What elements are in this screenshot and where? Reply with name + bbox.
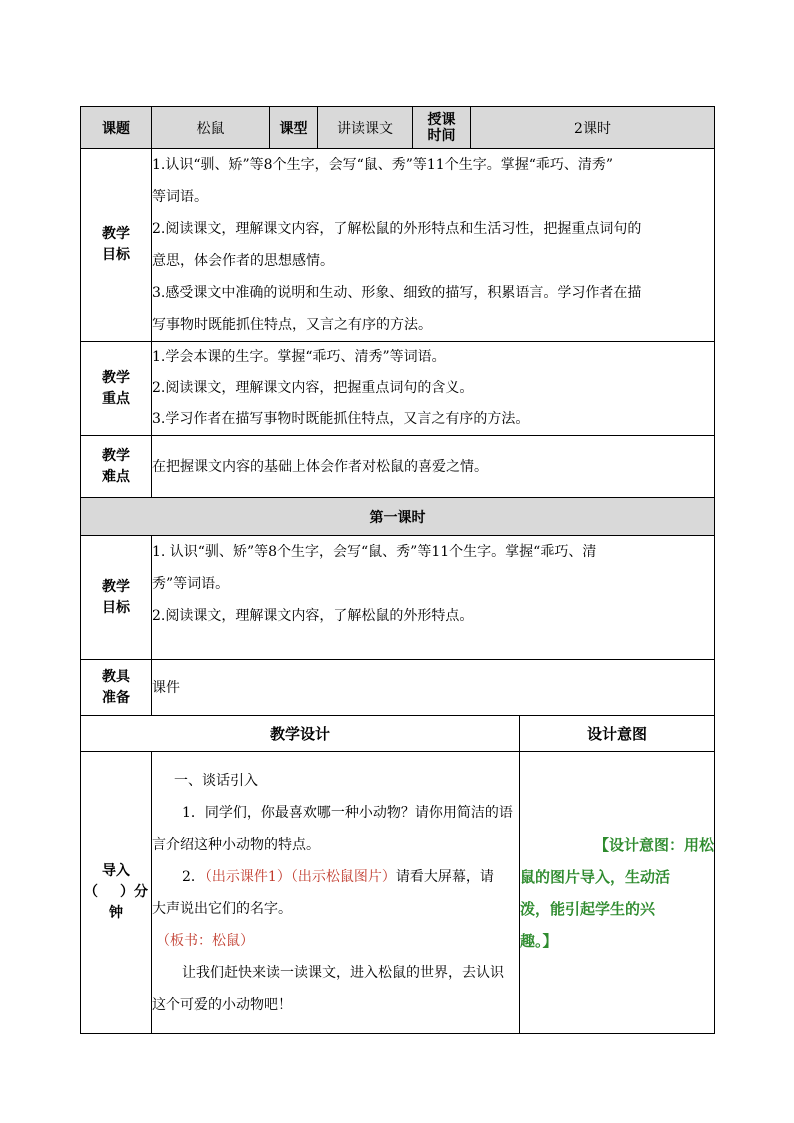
time-label-line1: 授课 [427,111,456,128]
lesson1-goals-content [152,536,715,660]
intent-line: 【设计意图：用松 [594,835,715,854]
tools-label-line1: 教具 [102,668,130,685]
intro-intent [520,752,715,1034]
time-label [413,107,471,149]
lesson1-goal-line: 1. 认识“驯、矫”等8个生字，会写“鼠、秀”等11个生字。掌握“乖巧、清 [152,544,597,560]
intro-p1-line2: 言介绍这种小动物的特点。 [152,836,320,853]
intro-board: （板书：松鼠） [156,932,254,949]
lesson1-goals-label-line1: 教学 [102,578,130,595]
lesson1-goals-label [81,536,152,660]
goals-line: 等词语。 [152,189,208,205]
lesson1-title-row [81,498,715,536]
type-value: 讲读课文 [318,107,413,149]
tools-row [81,660,715,716]
intro-p2-rest: 请看大屏幕，请 [395,868,494,885]
lesson1-goals-row [81,536,715,660]
intro-p1-line1: 1．同学们，你最喜欢哪一种小动物？请你用简洁的语 [182,804,513,821]
difficulties-label-line1: 教学 [102,447,130,464]
intent-line: 鼠的图片导入，生动活 [520,867,671,886]
tools-label-line2: 准备 [102,689,130,706]
intent-line: 泼，能引起学生的兴 [520,899,656,918]
goals-label [81,149,152,342]
lesson1-title: 第一课时 [81,498,715,536]
intro-paren-open: （ [84,884,98,900]
intro-row [81,752,715,1034]
difficulties-label-line2: 难点 [102,468,130,485]
tools-content [152,660,715,716]
intro-label-line3: 钟 [109,905,123,921]
key-points-content [152,342,715,436]
topic-value: 松鼠 [152,107,270,149]
goals-line: 意思，体会作者的思想感情。 [152,253,334,269]
difficulties-content [152,436,715,498]
intent-line: 趣。】 [520,931,558,950]
intent-header: 设计意图 [520,716,715,752]
intro-p2-line2: 大声说出它们的名字。 [152,900,292,917]
intro-p2-prefix: 2． [182,868,205,885]
goals-label-line2: 目标 [102,247,130,263]
goals-line: 写事物时既能抓住特点，又言之有序的方法。 [152,317,432,333]
tools-label [81,660,152,716]
goals-line: 2.阅读课文，理解课文内容，了解松鼠的外形特点和生活习性，把握重点词句的 [152,221,642,237]
lesson1-goal-line: 2.阅读课文，理解课文内容，了解松鼠的外形特点。 [152,608,474,624]
intro-label-line2 [81,882,151,903]
intro-label-line1: 导入 [102,863,130,879]
intro-p3-line2: 这个可爱的小动物吧！ [152,996,292,1013]
key-points-label [81,342,152,436]
tools-value: 课件 [152,679,180,696]
topic-label: 课题 [81,107,152,149]
key-points-label-line1: 教学 [102,369,130,386]
key-points-label-line2: 重点 [102,390,130,407]
lesson1-goals-label-line2: 目标 [102,599,130,616]
intro-paren-close: ）分 [120,884,148,900]
lesson1-goal-line: 秀”等词语。 [152,576,230,592]
key-point-line: 2.阅读课文，理解课文内容，把握重点词句的含义。 [152,380,474,396]
intro-label [81,752,152,1034]
type-label: 课型 [270,107,318,149]
header-row [81,107,715,149]
lesson-plan-table [80,106,715,1034]
intro-p2-red: （出示课件1）（出示松鼠图片） [204,868,396,885]
time-label-line2: 时间 [427,127,456,144]
design-header: 教学设计 [81,716,520,752]
intro-design-content [152,752,520,1034]
key-points-row [81,342,715,436]
time-value: 2课时 [471,107,715,149]
difficulties-row [81,436,715,498]
key-point-line: 1.学会本课的生字。掌握“乖巧、清秀”等词语。 [152,349,446,365]
intro-p2-line1 [152,861,519,893]
goals-line: 1.认识“驯、矫”等8个生字，会写“鼠、秀”等11个生字。掌握“乖巧、清秀” [152,157,614,173]
goals-line: 3.感受课文中准确的说明和生动、形象、细致的描写，积累语言。学习作者在描 [152,285,642,301]
key-point-line: 3.学习作者在描写事物时既能抓住特点，又言之有序的方法。 [152,411,530,427]
goals-label-line1: 教学 [102,226,130,242]
difficulties-label [81,436,152,498]
goals-content [152,149,715,342]
difficulties-text: 在把握课文内容的基础上体会作者对松鼠的喜爱之情。 [152,458,488,475]
intro-heading: 一、谈话引入 [174,772,258,789]
goals-row [81,149,715,342]
intro-p3-line1: 让我们赶快来读一读课文，进入松鼠的世界，去认识 [182,964,504,981]
design-header-row [81,716,715,752]
